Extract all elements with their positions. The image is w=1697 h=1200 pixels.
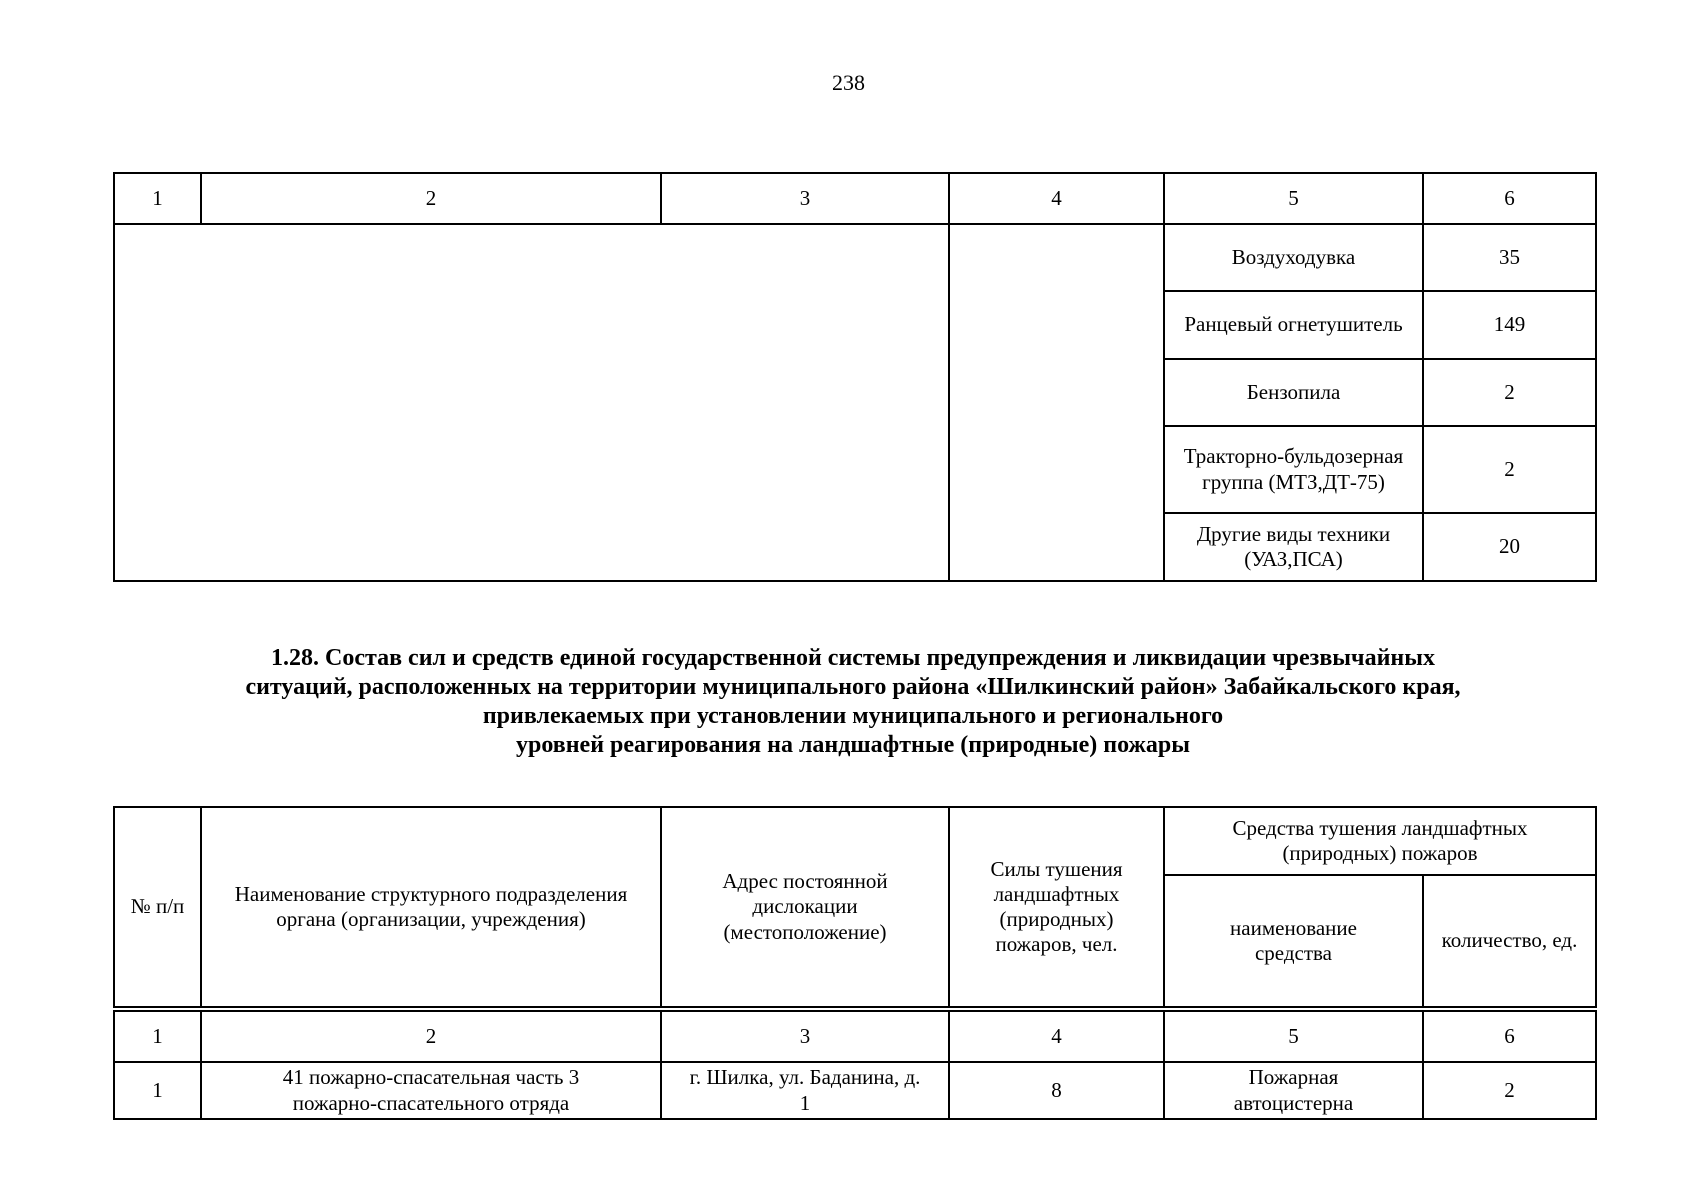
column-number-row <box>114 1011 1596 1062</box>
column-number: 4 <box>949 1011 1164 1062</box>
column-number-row <box>114 173 1596 224</box>
column-number: 2 <box>201 1011 661 1062</box>
header-unit: Наименование структурного подразделения органа (организации, учреждения) <box>201 807 661 1007</box>
column-number: 6 <box>1423 1011 1596 1062</box>
means-name-cell: Пожарная автоцистерна <box>1164 1062 1423 1119</box>
column-number: 6 <box>1423 173 1596 224</box>
empty-merged-cell <box>114 224 949 581</box>
means-qty-cell: 149 <box>1423 291 1596 359</box>
column-number: 2 <box>201 173 661 224</box>
header-means-group: Средства тушения ландшафтных (природных) пожаров <box>1164 807 1596 875</box>
column-number: 5 <box>1164 173 1423 224</box>
heading-line: ситуаций, расположенных на территории муниципального района «Шилкинский район» Забайкальского края, <box>245 674 1461 700</box>
forces-table-body <box>113 1010 1597 1120</box>
means-name-cell: Бензопила <box>1164 359 1423 426</box>
heading-line: 1.28. Состав сил и средств единой государственной системы предупреждения и ликвидации чрезвычайных <box>271 645 1435 671</box>
column-number: 5 <box>1164 1011 1423 1062</box>
empty-forces-cell <box>949 224 1164 581</box>
means-qty-cell: 2 <box>1423 426 1596 513</box>
means-qty-cell: 35 <box>1423 224 1596 291</box>
header-means-name: наименование средства <box>1164 875 1423 1007</box>
header-address: Адрес постоянной дислокации (местоположение) <box>661 807 949 1007</box>
heading-line: уровней реагирования на ландшафтные (природные) пожары <box>516 732 1190 758</box>
page-number: 238 <box>832 70 865 95</box>
forces-cell: 8 <box>949 1062 1164 1119</box>
header-num: № п/п <box>114 807 201 1007</box>
means-name-cell: Тракторно-бульдозерная группа (МТЗ,ДТ-75) <box>1164 426 1423 513</box>
header-means-qty: количество, ед. <box>1423 875 1596 1007</box>
means-name-cell: Воздуходувка <box>1164 224 1423 291</box>
row-num-cell: 1 <box>114 1062 201 1119</box>
table-row <box>114 224 1596 291</box>
address-cell: г. Шилка, ул. Баданина, д. 1 <box>661 1062 949 1119</box>
table-row <box>114 1062 1596 1119</box>
equipment-continuation-table <box>113 172 1597 582</box>
heading-line: привлекаемых при установлении муниципального и регионального <box>482 703 1224 729</box>
column-number: 1 <box>114 1011 201 1062</box>
section-heading <box>113 644 1593 760</box>
unit-cell: 41 пожарно-спасательная часть 3 пожарно-спасательного отряда <box>201 1062 661 1119</box>
forces-table-header <box>113 806 1597 1008</box>
means-qty-cell: 2 <box>1423 359 1596 426</box>
column-number: 3 <box>661 1011 949 1062</box>
means-qty-cell: 20 <box>1423 513 1596 581</box>
means-name-cell: Ранцевый огнетушитель <box>1164 291 1423 359</box>
column-number: 1 <box>114 173 201 224</box>
column-number: 4 <box>949 173 1164 224</box>
column-number: 3 <box>661 173 949 224</box>
means-name-cell: Другие виды техники (УАЗ,ПСА) <box>1164 513 1423 581</box>
means-qty-cell: 2 <box>1423 1062 1596 1119</box>
header-forces: Силы тушения ландшафтных (природных) пожаров, чел. <box>949 807 1164 1007</box>
